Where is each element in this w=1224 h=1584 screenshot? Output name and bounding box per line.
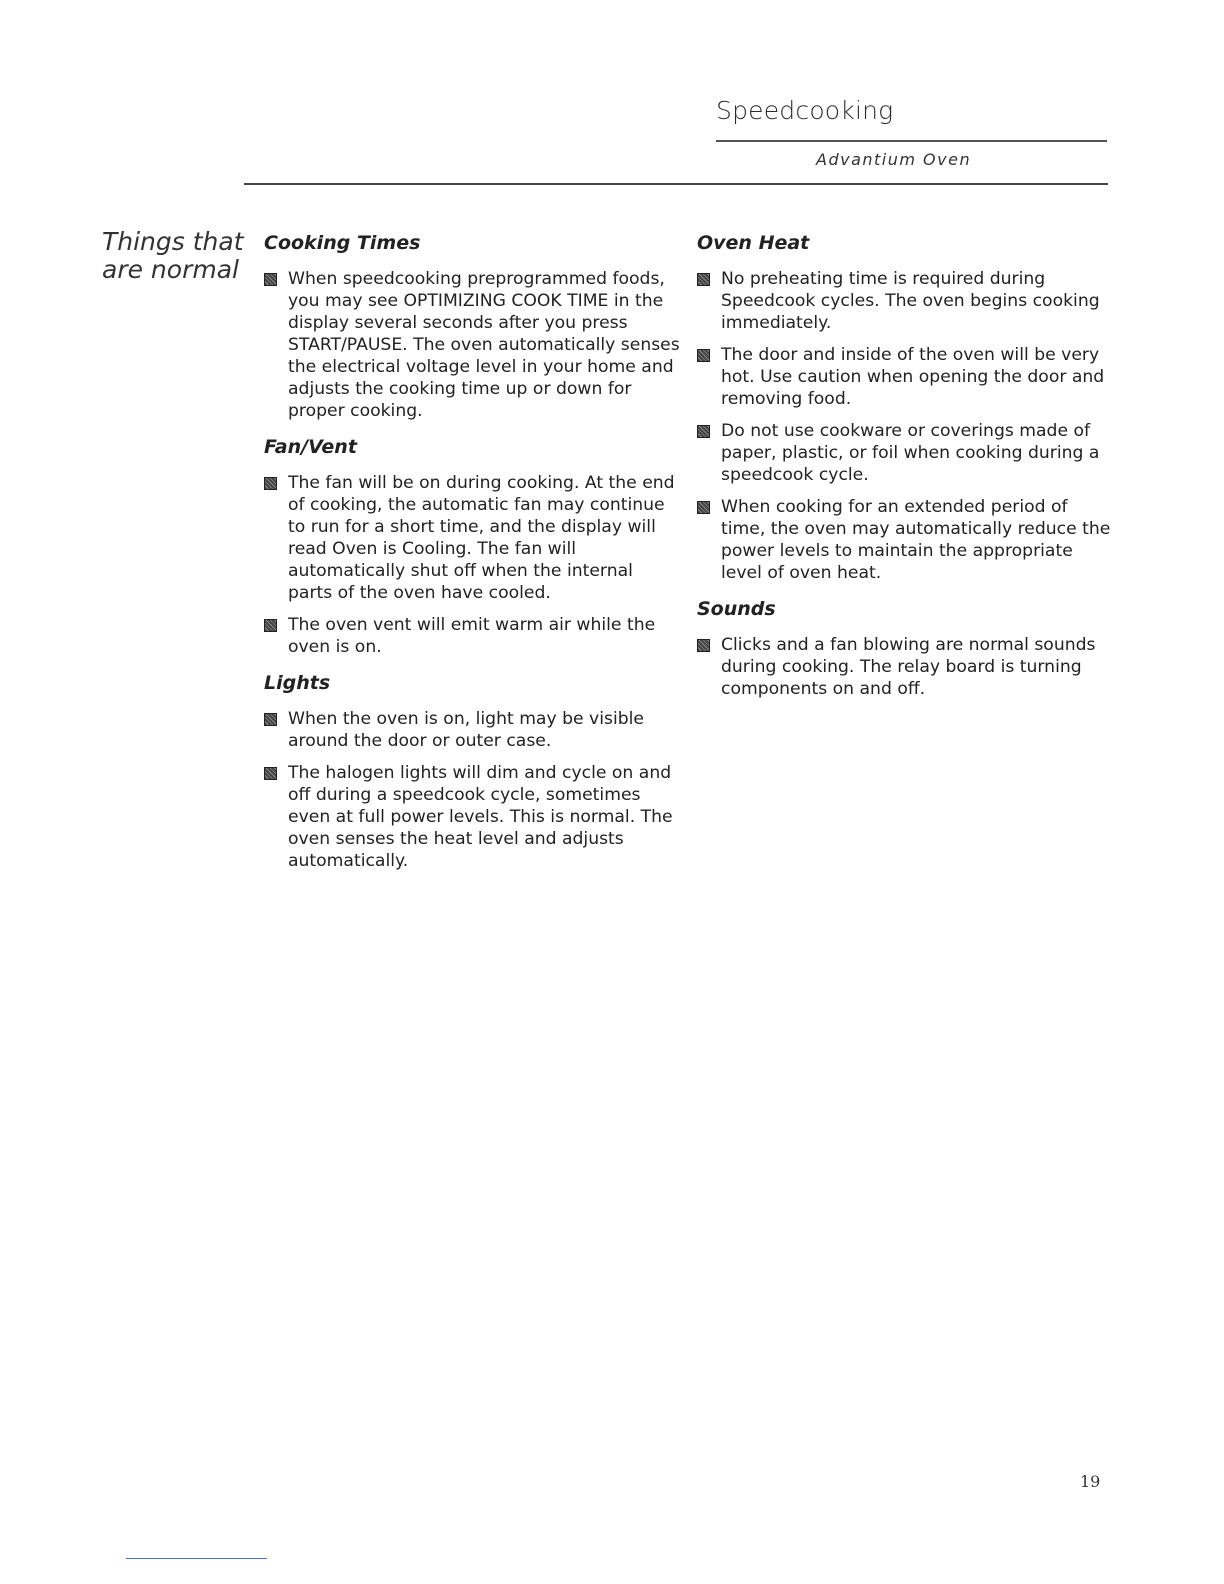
list-item	[262, 268, 682, 422]
square-bullet-icon	[697, 425, 710, 438]
list-item-text: When cooking for an extended period of time, the oven may automatically reduce the power levels to maintain the appropriate level of oven heat.	[721, 497, 1111, 583]
section	[262, 230, 682, 422]
list-item	[695, 634, 1115, 700]
list-item-text: When speedcooking preprogrammed foods, you may see OPTIMIZING COOK TIME in the display several seconds after you press START/PAUSE. The oven automatically senses the electrical voltage level in your home and adjusts the cooking time up or down for proper cooking.	[288, 269, 680, 421]
square-bullet-icon	[264, 619, 277, 632]
square-bullet-icon	[264, 477, 277, 490]
square-bullet-icon	[264, 713, 277, 726]
list-item	[695, 344, 1115, 410]
footer-line	[126, 1558, 267, 1559]
section-heading: Oven Heat	[697, 232, 810, 254]
bullet-list	[695, 268, 1115, 584]
square-bullet-icon	[697, 501, 710, 514]
page-header-subtitle: Advantium Oven	[816, 150, 972, 169]
square-bullet-icon	[697, 639, 710, 652]
square-bullet-icon	[697, 273, 710, 286]
section	[695, 230, 1115, 584]
header-rule	[244, 183, 1108, 185]
side-title: Things that are normal	[102, 227, 244, 284]
bullet-list	[262, 472, 682, 658]
section	[262, 670, 682, 872]
list-item	[262, 472, 682, 604]
list-item-text: Do not use cookware or coverings made of paper, plastic, or foil when cooking during a speedcook cycle.	[721, 421, 1100, 485]
right-column	[695, 230, 1115, 712]
bullet-list	[262, 268, 682, 422]
header-divider	[716, 140, 1107, 142]
page-number: 19	[1080, 1472, 1101, 1491]
list-item	[695, 268, 1115, 334]
section	[262, 434, 682, 658]
left-column	[262, 230, 682, 884]
section-heading: Fan/Vent	[264, 436, 357, 458]
section	[695, 596, 1115, 700]
list-item	[262, 762, 682, 872]
list-item	[262, 614, 682, 658]
list-item-text: No preheating time is required during Speedcook cycles. The oven begins cooking immediately.	[721, 269, 1100, 333]
list-item-text: Clicks and a fan blowing are normal sounds during cooking. The relay board is turning components on and off.	[721, 635, 1096, 699]
bullet-list	[262, 708, 682, 872]
bullet-list	[695, 634, 1115, 700]
list-item-text: The fan will be on during cooking. At the end of cooking, the automatic fan may continue to run for a short time, and the display will read Oven is Cooling. The fan will automatically shut off when the internal parts of the oven have cooled.	[288, 473, 675, 603]
list-item	[695, 420, 1115, 486]
square-bullet-icon	[264, 273, 277, 286]
list-item	[695, 496, 1115, 584]
list-item-text: The oven vent will emit warm air while the oven is on.	[288, 615, 656, 657]
list-item-text: The halogen lights will dim and cycle on and off during a speedcook cycle, sometimes even at full power levels. This is normal. The oven senses the heat level and adjusts automatically.	[288, 763, 673, 871]
section-heading: Lights	[264, 672, 331, 694]
section-heading: Cooking Times	[264, 232, 421, 254]
page-header-title: Speedcooking	[716, 96, 894, 125]
list-item-text: When the oven is on, light may be visible around the door or outer case.	[288, 709, 644, 751]
square-bullet-icon	[697, 349, 710, 362]
list-item-text: The door and inside of the oven will be very hot. Use caution when opening the door and removing food.	[721, 345, 1105, 409]
square-bullet-icon	[264, 767, 277, 780]
section-heading: Sounds	[697, 598, 776, 620]
list-item	[262, 708, 682, 752]
